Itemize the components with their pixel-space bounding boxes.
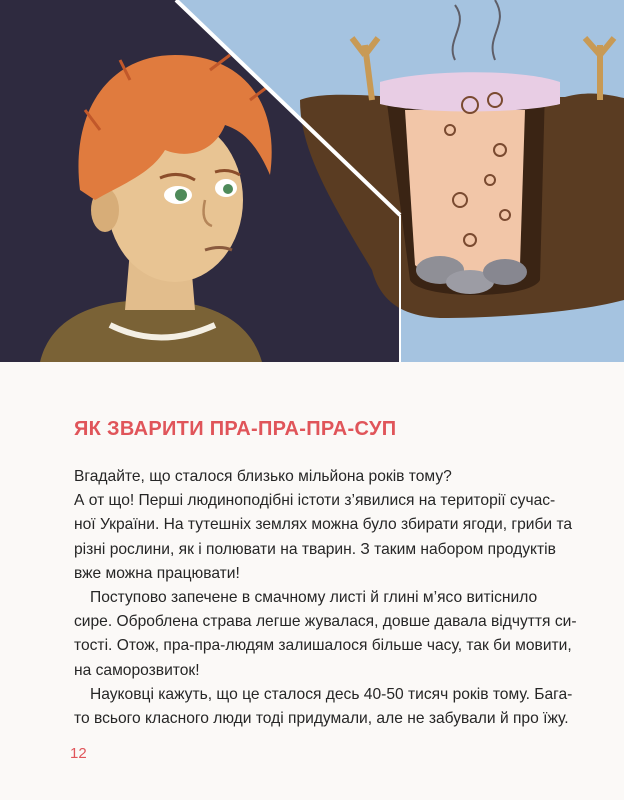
text-line: різні рослини, як і полювати на тварин. З таким набором продуктів [74,540,556,558]
text-line: на саморозвиток! [74,661,200,679]
text-line: А от що! Перші людиноподібні істоти з’явилися на території сучас- [74,492,556,510]
text-line: вже можна працювати! [74,564,240,582]
section-heading: ЯК ЗВАРИТИ ПРА-ПРА-ПРА-СУП [74,418,397,440]
soup [405,110,525,276]
text-line: сире. Оброблена страва легше жувалася, довше давала відчуття си- [74,613,577,631]
text-line: Поступово запечене в смачному листі й глині м’ясо витіснило [90,588,538,606]
text-line: тості. Отож, пра-пра-людям залишалося більше часу, так би мовити, [74,637,572,655]
text-line: то всього класного люди тоді придумали, але не забували й про їжу. [74,709,569,727]
illustration-banner [0,0,624,362]
hot-stone [483,259,527,285]
text-line: ної України. На тутешніх землях можна було збирати ягоди, гриби та [74,516,573,534]
text-line: Вгадайте, що сталося близько мільйона років тому? [74,468,452,485]
text-line: Науковці кажуть, що це сталося десь 40-50 тисяч років тому. Бага- [90,685,573,703]
body-text [74,465,577,731]
page-number: 12 [70,745,87,762]
